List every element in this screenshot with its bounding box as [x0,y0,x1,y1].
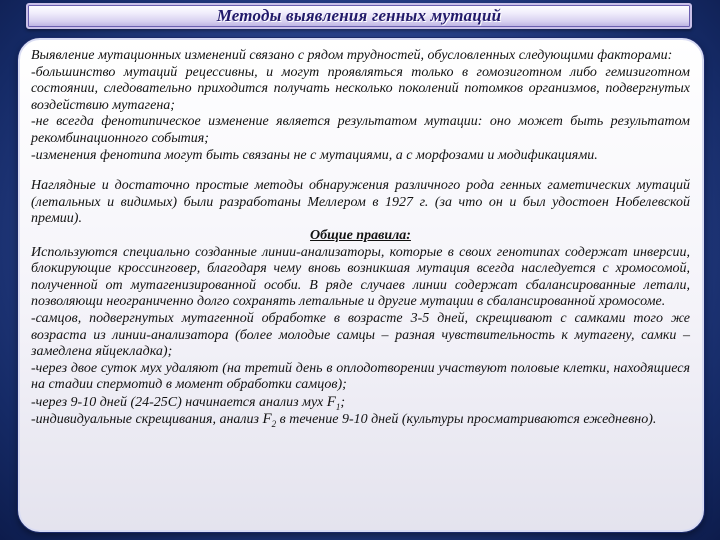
step-1: -самцов, подвергнутых мутагенной обработке в возрасте 3-5 дней, скрещивают с самками того же возраста из линии-анализатора (более молодые самцы – разная чувствительность к мутагену, самки – замедлена яйцекладка); [31,310,690,360]
intro-item-1: -большинство мутаций рецессивны, и могут проявляться только в гомозиготном либо гемизиготном состоянии, следовательно приходится получать несколько поколений потомков организмов, подвергнутых воздействию мутагена; [31,64,690,113]
content-panel [18,38,704,532]
step-3 [31,394,690,412]
step-4-suffix: в течение 9-10 дней (культуры просматриваются ежедневно). [276,412,657,428]
intro-item-3: -изменения фенотипа могут быть связаны не с мутациями, а с морфозами и модификациями. [31,147,598,163]
step-4-generation-letter: F [262,411,272,428]
step-3-suffix: ; [340,394,346,410]
rules-text: Используются специально созданные линии-анализаторы, которые в своих генотипах содержат инверсии, блокирующие кроссинговер, благодаря чему вновь возникшая мутация всегда наследуется с хромосомой, полученной от мутагенизированной особи. В ряде случаев линии содержат сбалансированные летали, позволяющи неограниченно долго сохранять летальные и другие мутации в сбалансированной хромосоме. [31,244,690,310]
rules-heading: Общие правила: [310,227,411,243]
intro-lead: Выявление мутационных изменений связано с рядом трудностей, обусловленных следующими факторами: [31,48,673,63]
step-2: -через двое суток мух удаляют (на третий день в оплодотворении участвуют половые клетки, находящиеся на стадии спермотид в момент обработки самцов); [31,360,690,393]
step-3-text: -через 9-10 дней (24-25С) начинается анализ мух [31,394,327,410]
intro-item-2: -не всегда фенотипическое изменение является результатом мутации: оно может быть результатом рекомбинационного события; [31,114,690,146]
step-3-generation-index: 1 [335,401,341,412]
step-4-text: -индивидуальные скрещивания, анализ [31,412,263,428]
title-bar [26,3,692,29]
step-4 [31,411,690,429]
slide-title: Методы выявления генных мутаций [216,6,502,25]
methods-paragraph: Наглядные и достаточно простые методы обнаружения различного рода генных гаметических мутаций (летальных и видимых) были разработаны Меллером в 1927 г. (за что он и был удостоен Нобелевской премии). [31,178,690,227]
step-4-generation-index: 2 [271,419,277,430]
step-3-generation-letter: F [326,393,336,410]
